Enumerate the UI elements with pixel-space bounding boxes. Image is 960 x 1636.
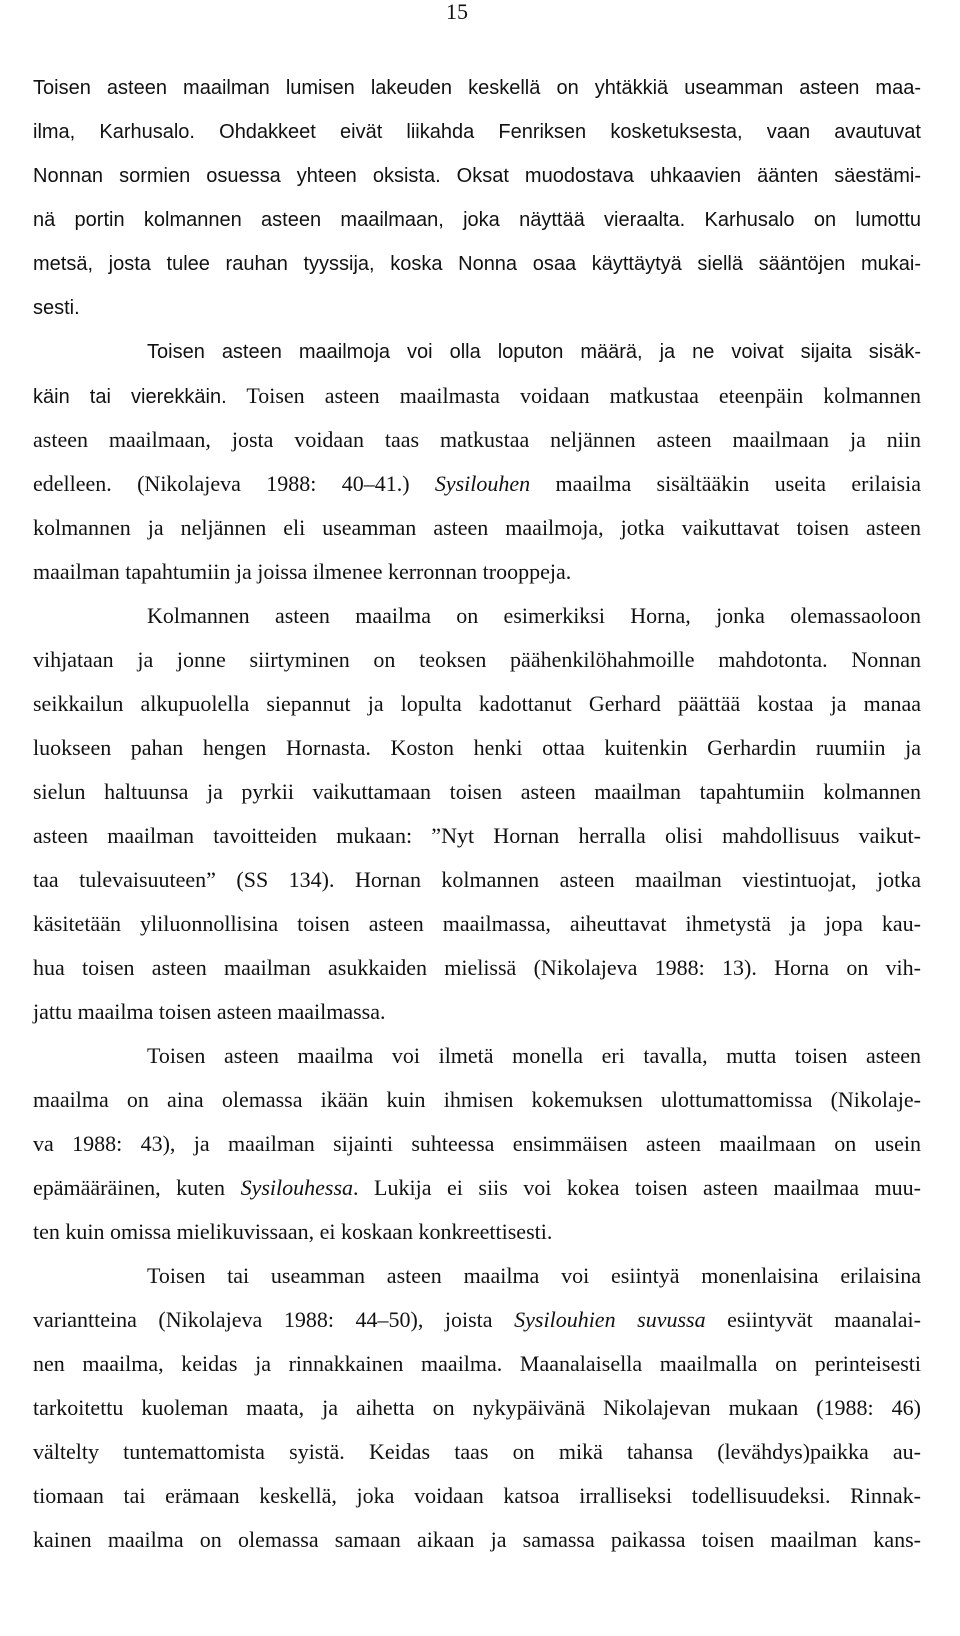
text-line: metsä, josta tulee rauhan tyyssija, koska Nonna osaa käyttäytyä siellä sääntöjen mukai- (33, 253, 921, 275)
text-line: seikkailun alkupuolella siepannut ja lopulta kadottanut Gerhard päättää kostaa ja manaa (33, 691, 921, 716)
text-segment: . Lukija ei siis voi kokea toisen asteen maailmaa muu- (353, 1175, 922, 1200)
text-segment: variantteina (Nikolajeva 1988: 44–50), joista (33, 1307, 515, 1332)
text-line: Kolmannen asteen maailma on esimerkiksi Horna, jonka olemassaoloon (147, 603, 921, 628)
text-line: Toisen asteen maailma voi ilmetä monella eri tavalla, mutta toisen asteen (147, 1043, 921, 1068)
text-line: maailma on aina olemassa ikään kuin ihmisen kokemuksen ulottumattomissa (Nikolaje- (33, 1087, 921, 1112)
text-line: kainen maailma on olemassa samaan aikaan ja samassa paikassa toisen maailman kans- (33, 1527, 921, 1552)
text-line: maailman tapahtumiin ja joissa ilmenee kerronnan trooppeja. (33, 559, 572, 584)
text-line: tiomaan tai erämaan keskellä, joka voidaan katsoa irralliseksi todellisuudeksi. Rinnak- (33, 1483, 921, 1508)
text-line: ten kuin omissa mielikuvissaan, ei koskaan konkreettisesti. (33, 1219, 553, 1244)
page-number: 15 (446, 0, 468, 24)
text-line: jattu maailma toisen asteen maailmassa. (33, 999, 386, 1024)
text-line (33, 1307, 921, 1333)
text-segment: Toisen asteen maailmasta voidaan matkustaa eteenpäin kolmannen (246, 383, 921, 408)
text-line: hua toisen asteen maailman asukkaiden mielissä (Nikolajeva 1988: 13). Horna on vih- (33, 955, 921, 980)
book-title-italic: Sysilouhien suvussa (514, 1307, 706, 1332)
text-line: käsitetään yliluonnollisina toisen asteen maailmassa, aiheuttavat ihmetystä ja jopa kau- (33, 911, 921, 936)
text-line (33, 471, 921, 497)
text-line: nen maailma, keidas ja rinnakkainen maailma. Maanalaisella maailmalla on perinteisesti (33, 1351, 921, 1376)
text-line: Toisen tai useamman asteen maailma voi esiintyä monenlaisina erilaisina (147, 1263, 921, 1288)
text-line: luokseen pahan hengen Hornasta. Koston henki ottaa kuitenkin Gerhardin ruumiin ja (33, 735, 921, 760)
book-title-italic: Sysilouhen (434, 471, 531, 496)
text-line: käin tai vierekkäin. Toisen asteen maailmasta voidaan matkustaa eteenpäin kolmannen (33, 383, 921, 408)
text-line: asteen maailmaan, josta voidaan taas matkustaa neljännen asteen maailmaan ja niin (33, 427, 921, 452)
text-line: sielun haltuunsa ja pyrkii vaikuttamaan toisen asteen maailman tapahtumiin kolmannen (33, 779, 921, 804)
text-line: ilma, Karhusalo. Ohdakkeet eivät liikahda Fenriksen kosketuksesta, vaan avautuvat (33, 121, 921, 143)
text-line: nä portin kolmannen asteen maailmaan, joka näyttää vieraalta. Karhusalo on lumottu (33, 209, 921, 231)
text-line: Nonnan sormien osuessa yhteen oksista. Oksat muodostava uhkaavien äänten säestämi- (33, 165, 921, 187)
text-segment: epämääräinen, kuten (33, 1175, 241, 1200)
text-line: asteen maailman tavoitteiden mukaan: ”Nyt Hornan herralla olisi mahdollisuus vaikut- (33, 823, 921, 848)
text-line: Toisen asteen maailman lumisen lakeuden keskellä on yhtäkkiä useamman asteen maa- (33, 77, 921, 99)
text-line (33, 1175, 921, 1201)
text-line: vältelty tuntemattomista syistä. Keidas taas on mikä tahansa (levähdys)paikka au- (33, 1439, 921, 1464)
text-line: sesti. (33, 297, 80, 319)
text-line: Toisen asteen maailmoja voi olla loputon määrä, ja ne voivat sijaita sisäk- (147, 341, 921, 363)
text-line: taa tulevaisuuteen” (SS 134). Hornan kolmannen asteen maailman viestintuojat, jotka (33, 867, 921, 892)
text-line: vihjataan ja jonne siirtyminen on teoksen päähenkilöhahmoille mahdotonta. Nonnan (33, 647, 921, 672)
book-title-italic: Sysilouhessa (240, 1175, 354, 1200)
text-segment: esiintyvät maanalai- (705, 1307, 921, 1332)
text-line: va 1988: 43), ja maailman sijainti suhteessa ensimmäisen asteen maailmaan on usein (33, 1131, 921, 1156)
text-line: tarkoitettu kuoleman maata, ja aihetta on nykypäivänä Nikolajevan mukaan (1988: 46) (33, 1395, 921, 1420)
text-line: kolmannen ja neljännen eli useamman asteen maailmoja, jotka vaikuttavat toisen asteen (33, 515, 921, 540)
text-segment: edelleen. (Nikolajeva 1988: 40–41.) (33, 471, 435, 496)
text-segment: maailma sisältääkin useita erilaisia (530, 471, 921, 496)
